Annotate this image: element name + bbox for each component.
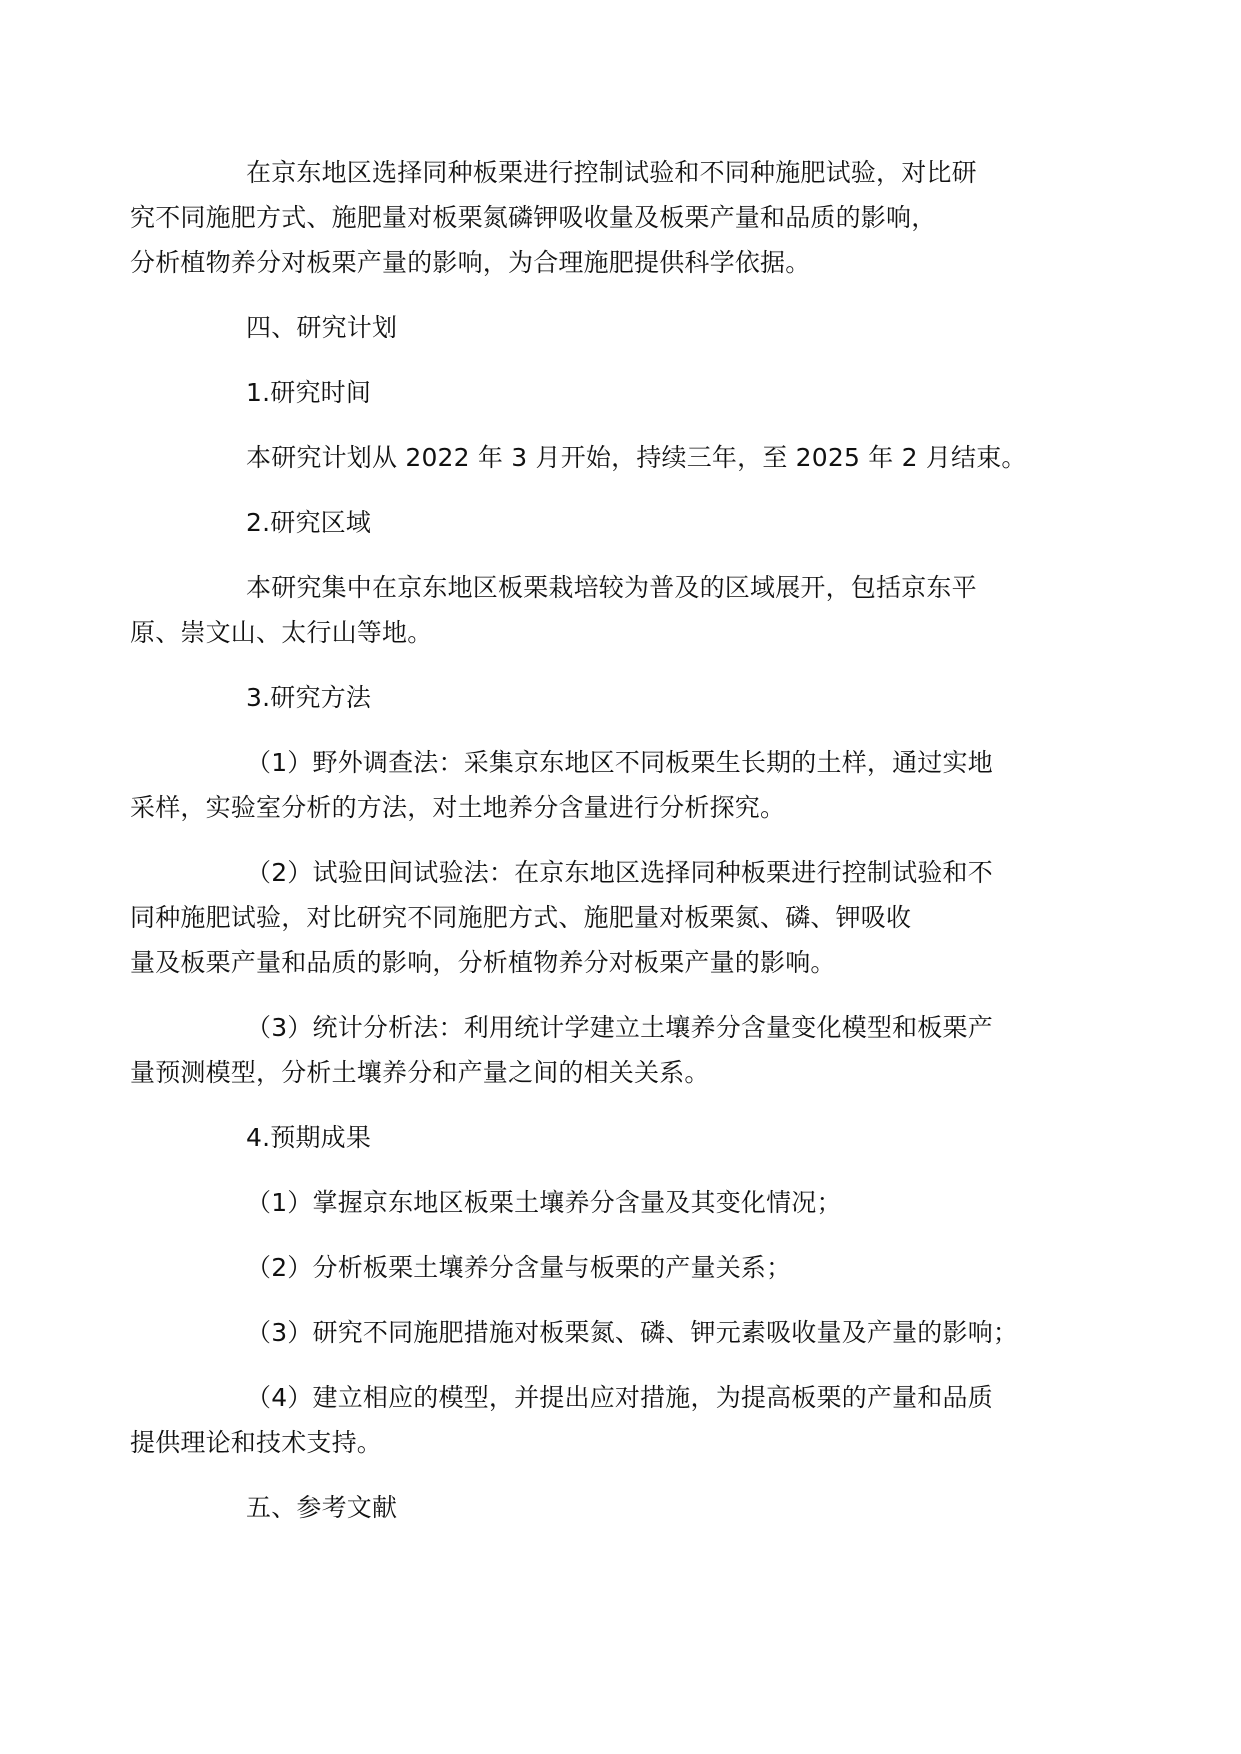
text-line: （4）建立相应的模型，并提出应对措施，为提高板栗的产量和品质 [246, 1383, 993, 1412]
subheading-research-time [188, 370, 1088, 415]
text-line: （1）掌握京东地区板栗土壤养分含量及其变化情况； [246, 1188, 842, 1217]
text-line: （2）分析板栗土壤养分含量与板栗的产量关系； [246, 1253, 792, 1282]
text-line: （3）研究不同施肥措施对板栗氮、磷、钾元素吸收量及产量的影响； [246, 1318, 1019, 1347]
paragraph-result-2 [188, 1245, 1088, 1290]
document-body [130, 150, 1088, 1530]
text-line: （3）统计分析法：利用统计学建立土壤养分含量变化模型和板栗产 [246, 1013, 993, 1042]
heading-text: 1.研究时间 [246, 378, 372, 407]
heading-text: 五、参考文献 [246, 1493, 398, 1522]
paragraph-result-3 [188, 1310, 1088, 1355]
paragraph-research-area [130, 565, 1088, 655]
heading-text: 4.预期成果 [246, 1123, 372, 1152]
text-line: 量预测模型，分析土壤养分和产量之间的相关关系。 [130, 1058, 710, 1087]
paragraph-method-3 [130, 1005, 1088, 1095]
heading-text: 2.研究区域 [246, 508, 372, 537]
subheading-research-area [188, 500, 1088, 545]
subheading-research-method [188, 675, 1088, 720]
text-line: 同种施肥试验，对比研究不同施肥方式、施肥量对板栗氮、磷、钾吸收 [130, 903, 912, 932]
paragraph-intro [130, 150, 1088, 285]
text-line: 量及板栗产量和品质的影响，分析植物养分对板栗产量的影响。 [130, 948, 836, 977]
text-line: 本研究集中在京东地区板栗栽培较为普及的区域展开，包括京东平 [246, 573, 977, 602]
paragraph-method-2 [130, 850, 1088, 985]
text-line: 分析植物养分对板栗产量的影响，为合理施肥提供科学依据。 [130, 248, 811, 277]
subheading-expected-results [188, 1115, 1088, 1160]
section-heading-research-plan [188, 305, 1088, 350]
text-line: 究不同施肥方式、施肥量对板栗氮磷钾吸收量及板栗产量和品质的影响， [130, 203, 937, 232]
paragraph-method-1 [130, 740, 1088, 830]
heading-text: 3.研究方法 [246, 683, 372, 712]
text-line: 本研究计划从 2022 年 3 月开始，持续三年，至 2025 年 2 月结束。 [246, 443, 1027, 472]
text-line: （2）试验田间试验法：在京东地区选择同种板栗进行控制试验和不 [246, 858, 993, 887]
text-line: 提供理论和技术支持。 [130, 1428, 383, 1457]
paragraph-research-time [188, 435, 1088, 480]
heading-text: 四、研究计划 [246, 313, 398, 342]
section-heading-references [188, 1485, 1088, 1530]
text-line: 在京东地区选择同种板栗进行控制试验和不同种施肥试验，对比研 [246, 158, 977, 187]
text-line: （1）野外调查法：采集京东地区不同板栗生长期的土样，通过实地 [246, 748, 993, 777]
paragraph-result-4 [130, 1375, 1088, 1465]
text-line: 采样，实验室分析的方法，对土地养分含量进行分析探究。 [130, 793, 786, 822]
paragraph-result-1 [188, 1180, 1088, 1225]
text-line: 原、崇文山、太行山等地。 [130, 618, 433, 647]
